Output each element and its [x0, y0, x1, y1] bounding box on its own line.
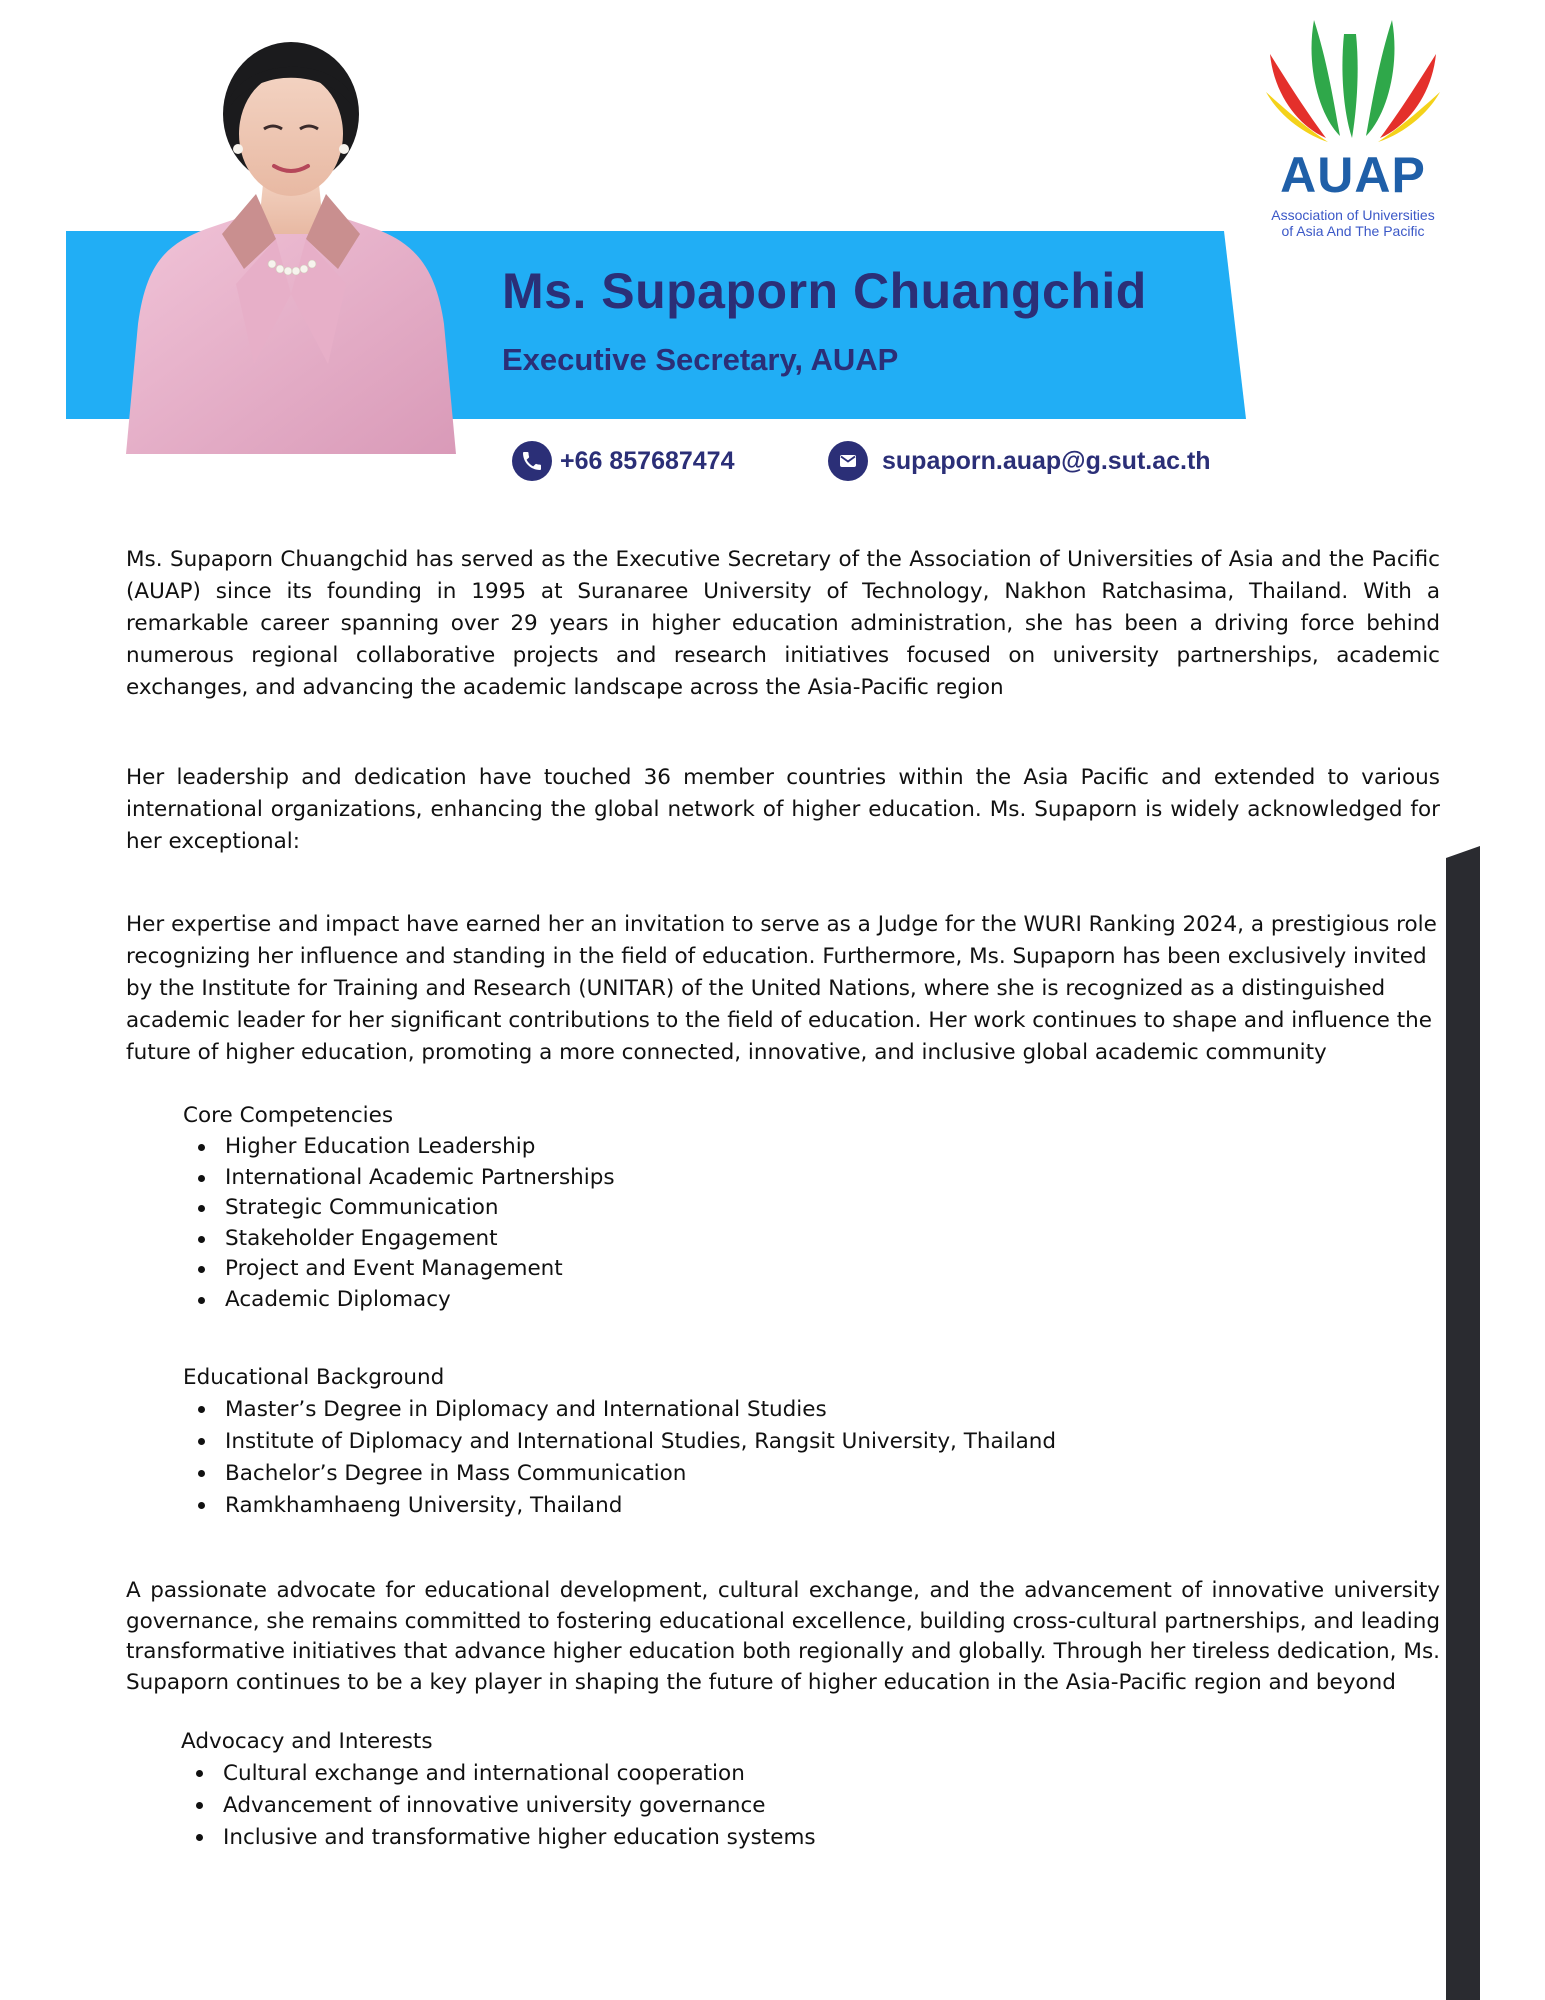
logo-subtitle-line2: of Asia And The Pacific [1281, 223, 1425, 239]
profile-photo [126, 34, 456, 454]
email-contact[interactable] [828, 440, 1211, 482]
list-item: International Academic Partnerships [225, 1163, 615, 1194]
list-item: Bachelor’s Degree in Mass Communication [225, 1458, 1056, 1490]
profile-title: Executive Secretary, AUAP [502, 342, 899, 377]
advocacy-list [181, 1758, 816, 1854]
education-heading: Educational Background [183, 1365, 445, 1390]
list-item: Strategic Communication [225, 1193, 615, 1224]
list-item: Master’s Degree in Diplomacy and International Studies [225, 1394, 1056, 1426]
envelope-icon [828, 441, 868, 481]
profile-name: Ms. Supaporn Chuangchid [502, 263, 1147, 319]
list-item: Ramkhamhaeng University, Thailand [225, 1490, 1056, 1522]
advocacy-heading: Advocacy and Interests [181, 1729, 433, 1754]
phone-number[interactable]: +66 857687474 [560, 446, 735, 475]
advocacy-section [181, 1726, 816, 1854]
phone-contact[interactable] [512, 440, 735, 482]
list-item: Cultural exchange and international cooperation [223, 1758, 816, 1790]
logo-subtitle-line1: Association of Universities [1271, 207, 1435, 223]
bio-paragraph-1: Ms. Supaporn Chuangchid has served as the Executive Secretary of the Association of Universities of Asia and the Pacific (AUAP) since its founding in 1995 at Suranaree University of Technology, Nakhon Ratchasima, Thailand. With a remarkable career spanning over 29 years in higher education administration, she has been a driving force behind numerous regional collaborative projects and research initiatives focused on university partnerships, academic exchanges, and advancing the academic landscape across the Asia-Pacific region [126, 547, 1440, 700]
logo-acronym: AUAP [1280, 147, 1426, 203]
list-item: Project and Event Management [225, 1254, 615, 1285]
education-section [183, 1362, 1056, 1522]
core-competencies-heading: Core Competencies [183, 1103, 394, 1128]
list-item: Inclusive and transformative higher education systems [223, 1822, 816, 1854]
side-accent-bar [1446, 846, 1480, 2000]
list-item: Institute of Diplomacy and International Studies, Rangsit University, Thailand [225, 1426, 1056, 1458]
core-competencies-section [183, 1100, 615, 1315]
list-item: Higher Education Leadership [225, 1132, 615, 1163]
bio-paragraph-4: A passionate advocate for educational development, cultural exchange, and the advancement of innovative university governance, she remains committed to fostering educational excellence, building cross-cultural partnerships, and leading transformative initiatives that advance higher education both regionally and globally. Through her tireless dedication, Ms. Supaporn continues to be a key player in shaping the future of higher education in the Asia-Pacific region and beyond [126, 1578, 1440, 1695]
core-competencies-list [183, 1132, 615, 1315]
bio-paragraph-3: Her expertise and impact have earned her an invitation to serve as a Judge for the WURI Ranking 2024, a prestigious role recognizing her influence and standing in the field of education. Furthermore, Ms. Supaporn has been exclusively invited by the Institute for Training and Research (UNITAR) of the United Nations, where she is recognized as a distinguished academic leader for her significant contributions to the field of education. Her work continues to shape and influence the future of higher education, promoting a more connected, innovative, and inclusive global academic community [126, 912, 1437, 1065]
list-item: Advancement of innovative university governance [223, 1790, 816, 1822]
email-address[interactable]: supaporn.auap@g.sut.ac.th [882, 446, 1211, 475]
bio-paragraph-2: Her leadership and dedication have touched 36 member countries within the Asia Pacific and extended to various international organizations, enhancing the global network of higher education. Ms. Supaporn is widely acknowledged for her exceptional: [126, 765, 1440, 854]
list-item: Academic Diplomacy [225, 1285, 615, 1316]
phone-icon [512, 441, 552, 481]
list-item: Stakeholder Engagement [225, 1224, 615, 1255]
education-list [183, 1394, 1056, 1522]
